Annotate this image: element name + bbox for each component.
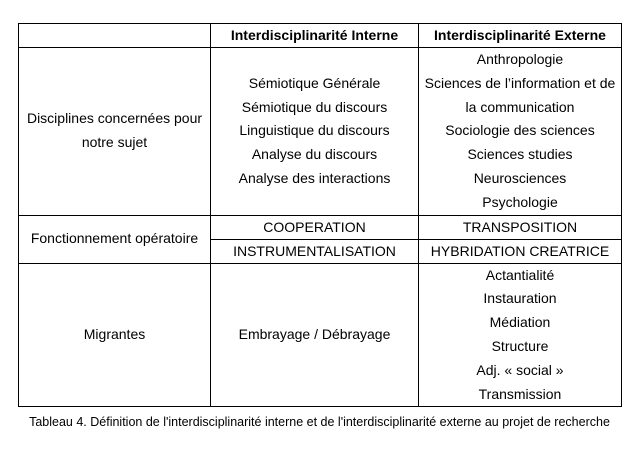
list-item: Actantialité [485, 266, 555, 283]
list-item: Psychologie [482, 193, 558, 210]
header-empty-cell [19, 24, 211, 48]
migrantes-external-cell [419, 263, 622, 407]
list-item: Analyse des interactions [238, 169, 391, 186]
list-item: Sociologie des sciences [445, 122, 595, 139]
list-item: Adj. « social » [476, 361, 564, 378]
fonctionnement-internal-2: INSTRUMENTALISATION [211, 239, 419, 263]
migrantes-label: Migrantes [19, 263, 211, 407]
list-item: Sémiotique du discours [241, 98, 388, 115]
fonctionnement-external-1: TRANSPOSITION [419, 215, 622, 239]
disciplines-internal-cell [211, 48, 419, 216]
header-internal: Interdisciplinarité Interne [211, 24, 419, 48]
list-item: Transmission [478, 385, 562, 402]
table-caption: Tableau 4. Définition de l'interdisciplinarité interne et de l'interdisciplinarité externe au projet de recherche [29, 415, 610, 429]
header-external: Interdisciplinarité Externe [419, 24, 622, 48]
interdisciplinarity-table-container [18, 23, 621, 407]
list-item: Sémiotique Générale [248, 74, 381, 91]
fonctionnement-internal-1: COOPERATION [211, 215, 419, 239]
fonctionnement-external-2: HYBRIDATION CREATRICE [419, 239, 622, 263]
fonctionnement-label: Fonctionnement opératoire [19, 215, 211, 263]
list-item: Instauration [483, 290, 557, 307]
list-item: Sciences de l’information et de la communication [424, 74, 616, 115]
disciplines-external-cell [419, 48, 622, 216]
list-item: Neurosciences [473, 169, 567, 186]
migrantes-internal-cell: Embrayage / Débrayage [211, 263, 419, 407]
list-item: Linguistique du discours [239, 122, 390, 139]
migrantes-row [19, 263, 622, 407]
list-item: Structure [491, 337, 549, 354]
disciplines-row [19, 48, 622, 216]
list-item: Sciences studies [467, 146, 573, 163]
interdisciplinarity-table [18, 23, 622, 407]
header-row [19, 24, 622, 48]
fonctionnement-row-1 [19, 215, 622, 239]
list-item: Analyse du discours [251, 146, 378, 163]
list-item: Médiation [489, 314, 551, 331]
list-item: Anthropologie [476, 51, 564, 67]
disciplines-label: Disciplines concernées pour notre sujet [19, 48, 211, 216]
